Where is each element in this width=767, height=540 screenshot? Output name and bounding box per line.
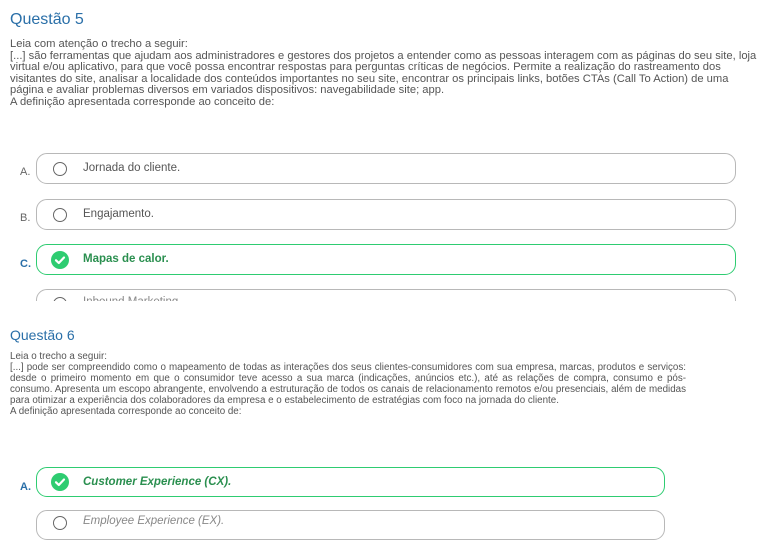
q5-option-a-letter: A.	[20, 166, 31, 178]
question-6-body: [...] pode ser compreendido como o mapeamento de todas as interações dos seus clientes-consumidores com sua empresa, marcas, produtos e serviços: desde o primeiro momento em que o consumidor teve acesso a sua marca (indicações, anúncios etc.), até as relações de compra, consumo e pós-consumo. Apresenta um escopo abrangente, envolvendo a estruturação de todos os canais de relacionamento remotos e/ou presenciais, além de medidas para otimizar a experiência dos colaboradores da empresa e o estabelecimento de estratégias com foco na jornada do cliente.	[10, 362, 686, 406]
q6-option-a-letter: A.	[20, 481, 31, 493]
q6-option-a[interactable]	[36, 467, 665, 497]
scroll-clip	[0, 301, 767, 321]
question-5-intro: Leia com atenção o trecho a seguir:	[10, 38, 188, 50]
radio-empty-icon	[53, 162, 67, 176]
q6-option-b[interactable]	[36, 510, 665, 540]
radio-empty-icon	[53, 208, 67, 222]
q5-option-b[interactable]	[36, 199, 736, 230]
question-6-intro: Leia o trecho a seguir:	[10, 351, 107, 362]
check-circle-icon	[51, 251, 69, 269]
check-circle-icon	[51, 473, 69, 491]
q6-option-b-text: Employee Experience (EX).	[83, 515, 225, 527]
question-6-statement	[10, 351, 686, 417]
q5-option-a-text: Jornada do cliente.	[83, 162, 181, 174]
q5-option-c-text: Mapas de calor.	[83, 253, 169, 265]
radio-empty-icon	[53, 516, 67, 530]
question-5-body: [...] são ferramentas que ajudam aos administradores e gestores dos projetos a entender como as pessoas interagem com as páginas do seu site, loja virtual e/ou aplicativo, para que você possa encontrar respostas para perguntas críticas de negócios. Permite a realização do rastreamento dos visitantes do site, analisar a localidade dos conteúdos importantes no seu site, encontrar os principais links, botões CTAs (Call To Action) de uma página e avaliar problemas diversos em variados dispositivos: navegabilidade site; app.	[10, 49, 757, 97]
question-6-title: Questão 6	[10, 327, 75, 343]
q5-option-b-text: Engajamento.	[83, 208, 154, 220]
q5-option-c[interactable]	[36, 244, 736, 275]
q6-option-a-text: Customer Experience (CX).	[83, 476, 232, 488]
q5-option-c-letter: C.	[20, 258, 31, 270]
q5-option-b-letter: B.	[20, 212, 31, 224]
question-6-prompt: A definição apresentada corresponde ao conceito de:	[10, 406, 242, 417]
q5-option-a[interactable]	[36, 153, 736, 184]
question-5-prompt: A definição apresentada corresponde ao conceito de:	[10, 95, 275, 108]
question-5-title: Questão 5	[10, 11, 84, 28]
question-5-statement	[10, 39, 758, 109]
